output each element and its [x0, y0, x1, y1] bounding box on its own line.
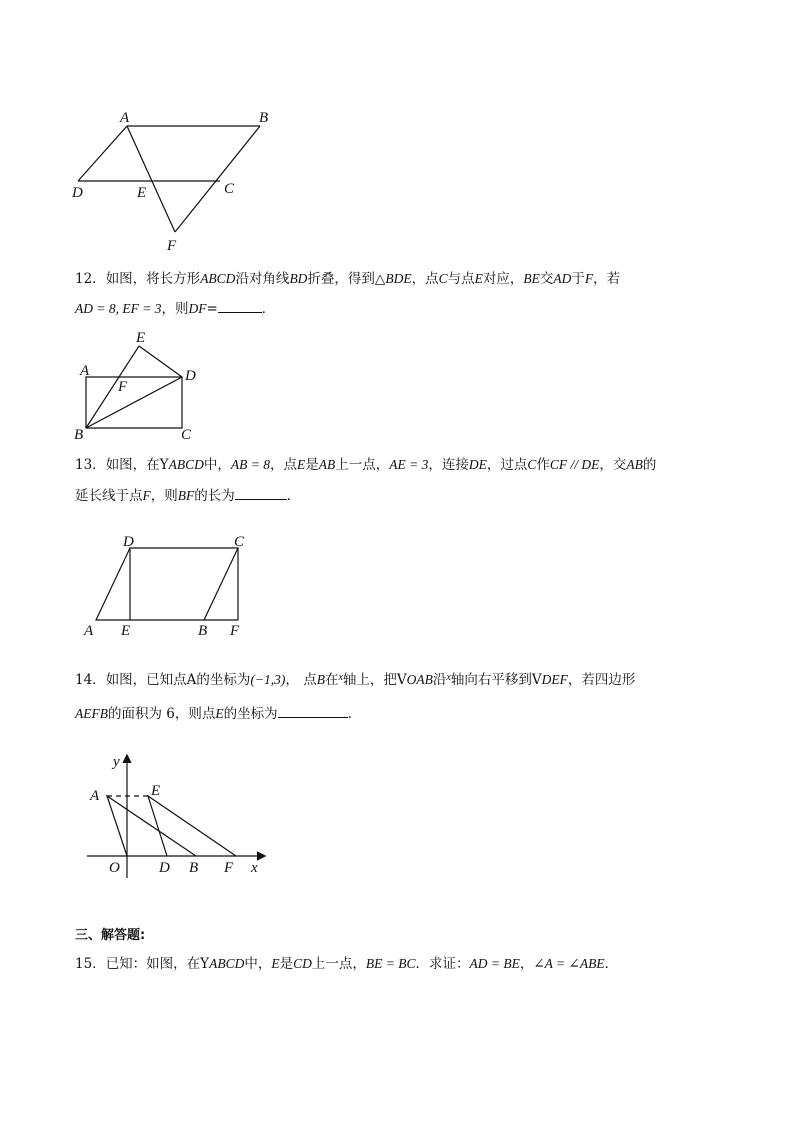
- text: 沿: [432, 672, 447, 688]
- label-e: E: [121, 623, 131, 639]
- math: BDE: [385, 271, 412, 286]
- figure-q12: [70, 325, 210, 445]
- question-12-line1: [75, 268, 715, 290]
- text: 的: [642, 457, 657, 473]
- text: 上一点，: [311, 956, 366, 972]
- text: ，则: [150, 488, 178, 504]
- text: 中，: [203, 457, 231, 473]
- math: AB: [318, 457, 336, 472]
- text: 折叠，得到△: [307, 271, 386, 287]
- math: AB: [626, 457, 643, 472]
- math: C: [527, 457, 537, 472]
- text: ，连接: [428, 457, 469, 473]
- text: 作: [536, 457, 550, 473]
- math: CF // DE: [549, 457, 600, 472]
- text: 如图，在Y: [105, 457, 169, 473]
- label-b: B: [189, 860, 199, 876]
- label-f: F: [167, 238, 177, 254]
- math: AD = 8, EF = 3: [75, 301, 162, 316]
- math: OAB: [406, 672, 433, 687]
- question-number: 15．: [75, 956, 106, 972]
- text: 如图，将长方形: [105, 271, 201, 287]
- question-number: 14．: [75, 672, 106, 688]
- text: 于: [571, 271, 585, 287]
- math: B: [316, 672, 325, 687]
- label-y: y: [113, 754, 120, 770]
- text: ．: [286, 488, 301, 504]
- label-c: C: [234, 534, 245, 550]
- label-b: B: [74, 427, 84, 443]
- label-f: F: [224, 860, 234, 876]
- label-a: A: [120, 110, 130, 126]
- question-number: 12．: [75, 271, 106, 287]
- text: 如图，已知点A的坐标为: [105, 672, 251, 688]
- label-a: A: [80, 363, 90, 379]
- math: x: [446, 672, 451, 683]
- text: ，若: [593, 271, 621, 287]
- answer-blank[interactable]: [278, 703, 348, 718]
- text: 延长线于点: [75, 488, 143, 504]
- text: ．: [261, 301, 276, 317]
- text: ，过点: [486, 457, 528, 473]
- label-e: E: [137, 185, 147, 201]
- text: 轴上，把V: [342, 672, 407, 688]
- text: ，交: [599, 457, 627, 473]
- label-d: D: [159, 860, 170, 876]
- math: F: [584, 271, 594, 286]
- label-e: E: [136, 330, 146, 346]
- math: BE: [523, 271, 540, 286]
- text: ，点: [269, 457, 297, 473]
- math: BD: [289, 271, 308, 286]
- text: 在: [324, 672, 339, 688]
- question-14-line1: [75, 667, 715, 691]
- label-e: E: [151, 783, 161, 799]
- text: ，点: [411, 271, 439, 287]
- math: x: [338, 672, 343, 683]
- text: 的坐标为: [223, 706, 278, 722]
- math: DF: [188, 301, 207, 316]
- question-13-line2: [75, 485, 715, 507]
- text: ，: [519, 956, 534, 972]
- text: 是: [305, 457, 319, 473]
- text: 与点: [447, 271, 475, 287]
- math: AD: [553, 271, 572, 286]
- math: (−1,3): [250, 672, 286, 687]
- text: 对应，: [482, 271, 524, 287]
- label-d: D: [123, 534, 134, 550]
- label-c: C: [224, 181, 235, 197]
- question-number: 13．: [75, 457, 106, 473]
- figure-q13: [80, 530, 260, 645]
- text: ，则: [161, 301, 189, 317]
- figure-q11: [60, 105, 290, 255]
- text: 的面积为 6，则点: [108, 706, 216, 722]
- math: BE = BC: [365, 956, 416, 971]
- question-13-line1: [75, 454, 715, 476]
- text: 是: [279, 956, 294, 972]
- label-b: B: [198, 623, 208, 639]
- text: 已知：如图，在Y: [105, 956, 210, 972]
- answer-blank[interactable]: [235, 485, 287, 500]
- math: DEF: [541, 672, 568, 687]
- text: ，若四边形: [567, 672, 636, 688]
- math: CD: [293, 956, 312, 971]
- math: E: [474, 271, 483, 286]
- math: ∠A = ∠ABE: [533, 956, 605, 971]
- math: AE = 3: [389, 457, 429, 472]
- label-c: C: [181, 427, 192, 443]
- label-b: B: [259, 110, 269, 126]
- math: ABCD: [209, 956, 245, 971]
- figure-q14: [80, 748, 280, 883]
- label-f: F: [118, 379, 128, 395]
- text: 轴向右平移到V: [450, 672, 542, 688]
- math: ABCD: [200, 271, 236, 286]
- math: F: [142, 488, 151, 503]
- label-d: D: [72, 185, 83, 201]
- label-d: D: [185, 368, 196, 384]
- answer-blank[interactable]: [218, 298, 262, 313]
- math: AB = 8: [230, 457, 270, 472]
- math: ABCD: [168, 457, 204, 472]
- question-15-line1: [75, 953, 715, 975]
- text: ， 点: [285, 672, 317, 688]
- text: ．: [604, 956, 619, 972]
- text: 中，: [244, 956, 272, 972]
- label-x: x: [251, 860, 258, 876]
- text: 上一点，: [335, 457, 390, 473]
- math: AEFB: [75, 706, 108, 721]
- text: 交: [539, 271, 554, 287]
- math: C: [438, 271, 448, 286]
- label-o: O: [109, 860, 120, 876]
- math: E: [271, 956, 280, 971]
- math: E: [215, 706, 224, 721]
- question-12-line2: [75, 298, 715, 320]
- math: AD = BE: [469, 956, 520, 971]
- text: 的长为: [194, 488, 235, 504]
- math: DE: [468, 457, 487, 472]
- question-14-line2: [75, 703, 715, 725]
- text: =: [206, 301, 218, 317]
- label-a: A: [90, 788, 100, 804]
- label-f: F: [230, 623, 240, 639]
- text: 沿对角线: [235, 271, 290, 287]
- math: E: [296, 457, 306, 472]
- text: ．: [347, 706, 362, 722]
- text: ．求证：: [415, 956, 470, 972]
- math: BF: [177, 488, 195, 503]
- label-a: A: [84, 623, 94, 639]
- section-heading: 三、解答题:: [75, 928, 146, 943]
